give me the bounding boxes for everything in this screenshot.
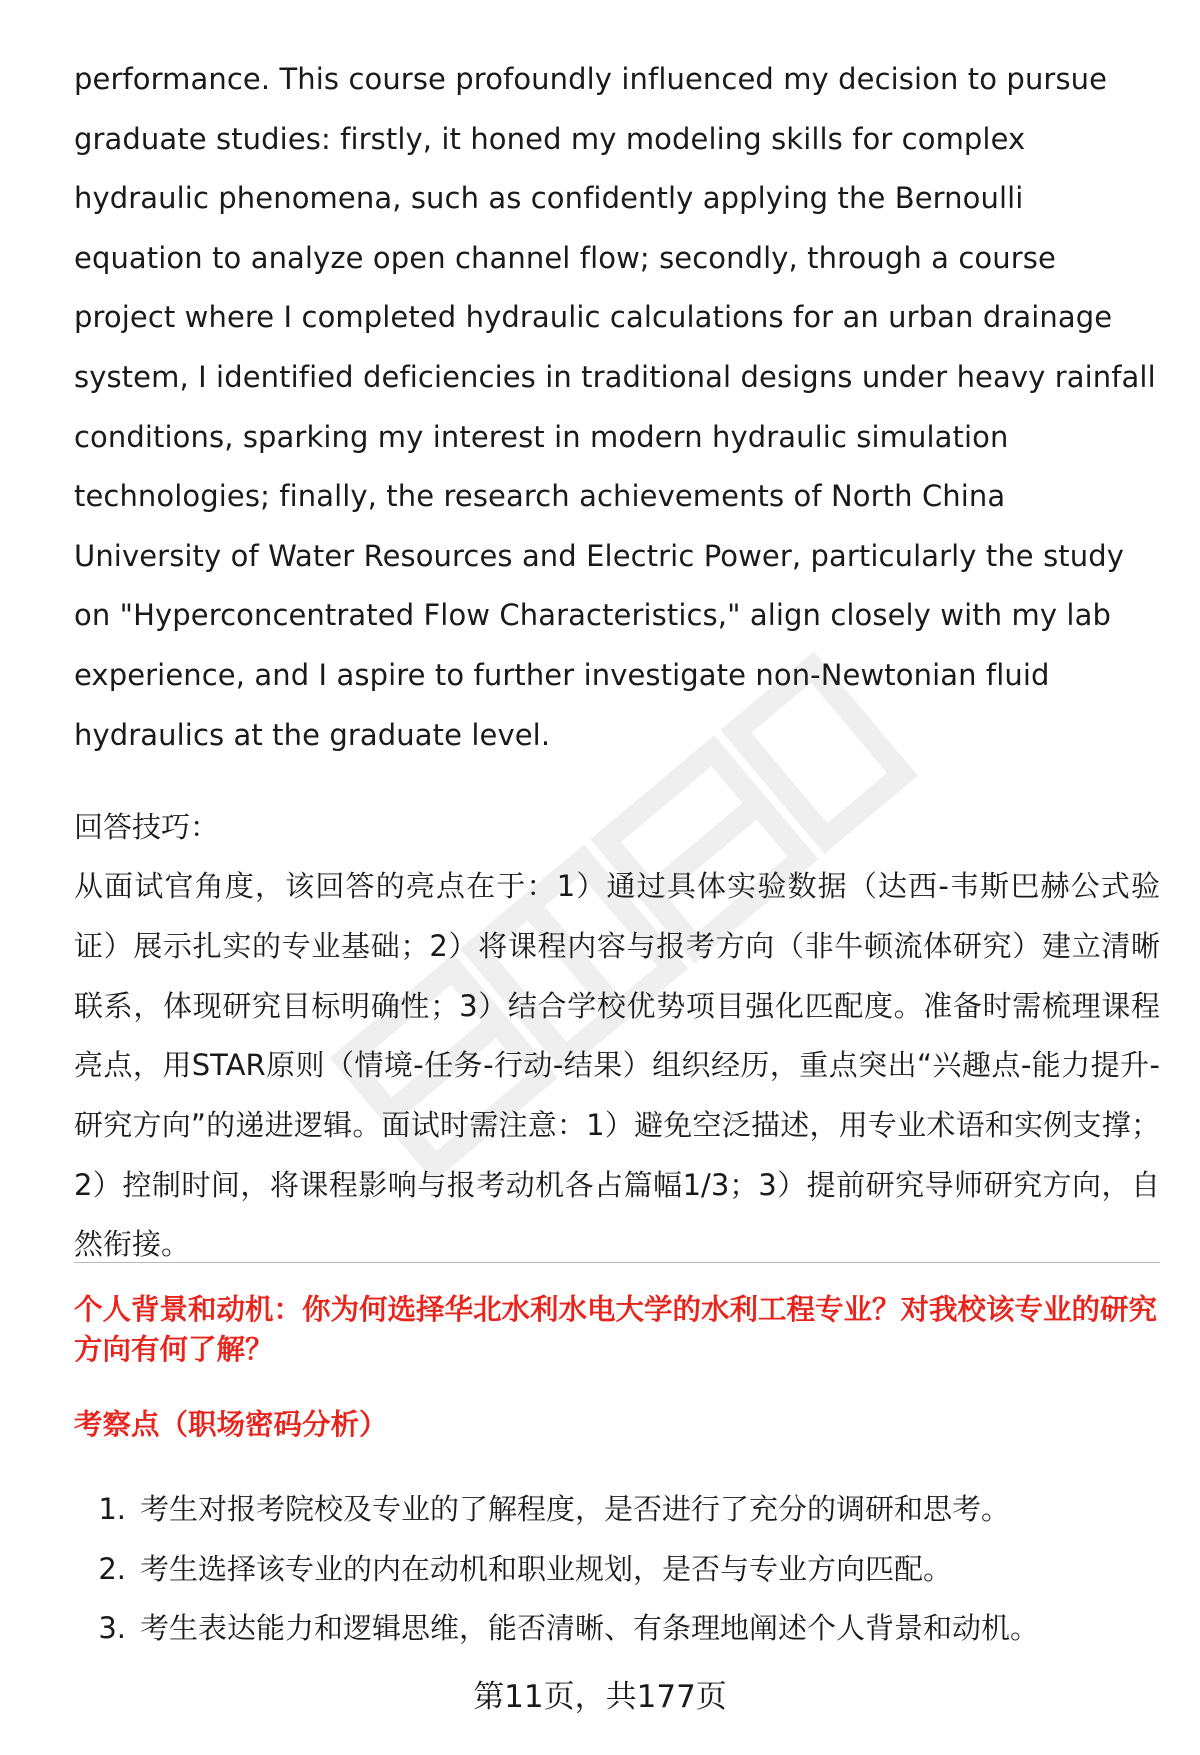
tips-paragraph: 从面试官角度，该回答的亮点在于：1）通过具体实验数据（达西-韦斯巴赫公式验证）展示扎实的专业基础；2）将课程内容与报考方向（非牛顿流体研究）建立清晰联系，体现研究目标明确性；3）结合学校优势项目强化匹配度。准备时需梳理课程亮点，用STAR原则（情境-任务-行动-结果）组织经历，重点突出“兴趣点-能力提升-研究方向”的递进逻辑。面试时需注意：1）避免空泛描述，用专业术语和实例支撑；2）控制时间，将课程影响与报考动机各占篇幅1/3；3）提前研究导师研究方向，自然衔接。	[74, 869, 1160, 1262]
list-item	[74, 1540, 1160, 1600]
list-item-number: 1.	[98, 1492, 126, 1526]
list-item-number: 3.	[98, 1611, 126, 1645]
question-heading: 个人背景和动机：你为何选择华北水利水电大学的水利工程专业？对我校该专业的研究方向有何了解？	[74, 1293, 1158, 1366]
document-body	[74, 50, 1160, 1275]
list-item	[74, 1599, 1160, 1659]
tips-title: 回答技巧：	[74, 810, 220, 845]
assessment-heading: 考察点（职场密码分析）	[74, 1408, 388, 1441]
section-divider	[74, 1262, 1160, 1263]
list-item-text: 考生选择该专业的内在动机和职业规划，是否与专业方向匹配。	[140, 1551, 953, 1586]
list-item-text: 考生表达能力和逻辑思维，能否清晰、有条理地阐述个人背景和动机。	[140, 1611, 1040, 1645]
list-item	[74, 1480, 1160, 1540]
list-item-text: 考生对报考院校及专业的了解程度，是否进行了充分的调研和思考。	[140, 1492, 1011, 1526]
list-item-number: 2.	[98, 1551, 126, 1586]
page-number-footer: 第11页，共177页	[473, 1679, 727, 1715]
intro-paragraph: performance. This course profoundly influenced my decision to pursue graduate studies: firstly, it honed my modeling skills for complex hydraulic phenomena, such as confidently applying the Bernoulli equation to analyze open channel flow; secondly, through a course project where I completed hydraulic calculations for an urban drainage system, I identified deficiencies in traditional designs under heavy rainfall conditions, sparking my interest in modern hydraulic simulation technologies; finally, the research achievements of North China University of Water Resources and Electric Power, particularly the study on "Hyperconcentrated Flow Characteristics," align closely with my lab experience, and I aspire to further investigate non-Newtonian fluid hydraulics at the graduate level.	[74, 62, 1156, 752]
assessment-list	[74, 1480, 1160, 1659]
